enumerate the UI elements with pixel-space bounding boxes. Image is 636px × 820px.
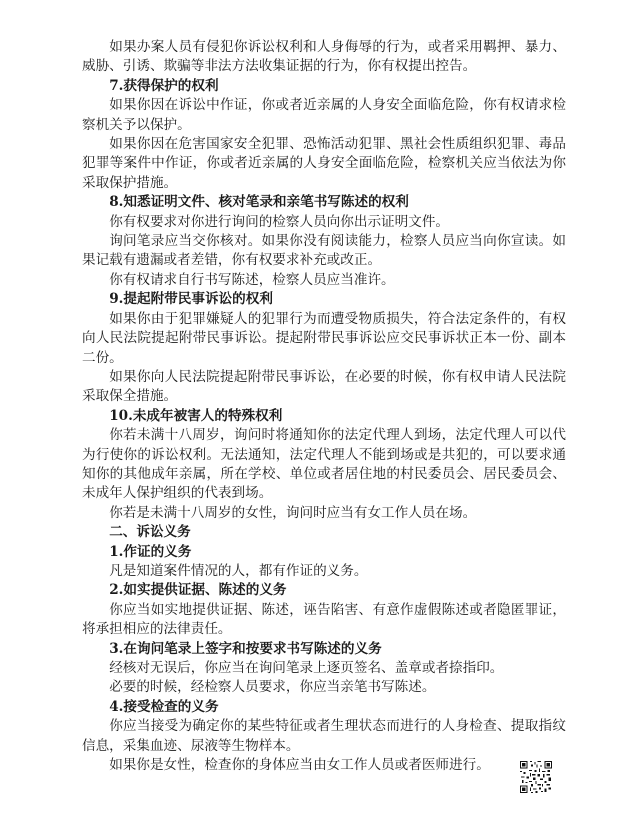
paragraph-preservation-measures: 如果你向人民法院提起附带民事诉讼，在必要的时候，你有权申请人民法院采取保全措施。 — [82, 368, 566, 405]
heading-document-verification-right: 8.知悉证明文件、核对笔录和亲笔书写陈述的权利 — [109, 194, 409, 211]
section-heading-obligations: 二、诉讼义务 — [109, 524, 191, 541]
heading-testify-obligation: 1.作证的义务 — [109, 543, 192, 560]
qr-code-icon — [520, 761, 552, 793]
document-body — [82, 38, 566, 775]
heading-truthful-evidence-obligation: 2.如实提供证据、陈述的义务 — [109, 582, 287, 599]
paragraph-complaint-right: 如果办案人员有侵犯你诉讼权利和人身侮辱的行为，或者采用羁押、暴力、威胁、引诱、欺骗等非法方法收集证据的行为，你有权提出控告。 — [82, 39, 566, 75]
heading-civil-suit-right: 9.提起附带民事诉讼的权利 — [109, 291, 273, 308]
paragraph-examination: 你应当接受为确定你的某些特征或者生理状态而进行的人身检查、提取指纹信息，采集血迹、尿液等生物样本。 — [82, 718, 566, 754]
heading-minor-victim-rights: 10.未成年被害人的特殊权利 — [109, 407, 283, 424]
paragraph-handwrite-statement: 必要的时候，经检察人员要求，你应当亲笔书写陈述。 — [109, 679, 436, 696]
heading-protection-right: 7.获得保护的权利 — [109, 77, 219, 94]
paragraph-civil-suit: 如果你由于犯罪嫌疑人的犯罪行为而遭受物质损失，符合法定条件的，有权向人民法院提起附带民事诉讼。提起附带民事诉讼应交民事诉状正本一份、副本二份。 — [82, 310, 566, 366]
paragraph-minor-guardian: 你若未满十八周岁，询问时将通知你的法定代理人到场，法定代理人可以代为行使你的诉讼权利。无法通知，法定代理人不能到场或是共犯的，可以要求通知你的其他成年亲属，所在学校、单位或者居住地的村民委员会、居民委员会、未成年人保护组织的代表到场。 — [82, 427, 566, 502]
paragraph-sign-record: 经核对无误后，你应当在询问笔录上逐页签名、盖章或者捺指印。 — [109, 660, 504, 676]
paragraph-write-statement: 你有权请求自行书写陈述，检察人员应当准许。 — [109, 271, 395, 288]
heading-examination-obligation: 4.接受检查的义务 — [109, 698, 219, 715]
paragraph-verify-record: 询问笔录应当交你核对。如果你没有阅读能力，检察人员应当向你宣读。如果记载有遗漏或者差错，你有权要求补充或改正。 — [82, 233, 566, 269]
paragraph-protection-measures: 如果你因在危害国家安全犯罪、恐怖活动犯罪、黑社会性质组织犯罪、毒品犯罪等案件中作证，你或者近亲属的人身安全面临危险，检察机关应当依法为你采取保护措施。 — [82, 136, 566, 191]
paragraph-minor-female: 你若是未满十八周岁的女性，询问时应当有女工作人员在场。 — [109, 504, 477, 521]
paragraph-protection-request: 如果你因在诉讼中作证，你或者近亲属的人身安全面临危险，你有权请求检察机关予以保护。 — [82, 97, 566, 133]
paragraph-truthful-evidence: 你应当如实地提供证据、陈述，诬告陷害、有意作虚假陈述或者隐匿罪证，将承担相应的法律责任。 — [82, 601, 566, 638]
paragraph-show-credentials: 你有权要求对你进行询问的检察人员向你出示证明文件。 — [109, 213, 450, 230]
heading-sign-record-obligation: 3.在询问笔录上签字和按要求书写陈述的义务 — [109, 640, 382, 657]
paragraph-testify: 凡是知道案件情况的人，都有作证的义务。 — [109, 562, 368, 579]
paragraph-female-examination: 如果你是女性，检查你的身体应当由女工作人员或者医师进行。 — [109, 757, 490, 774]
